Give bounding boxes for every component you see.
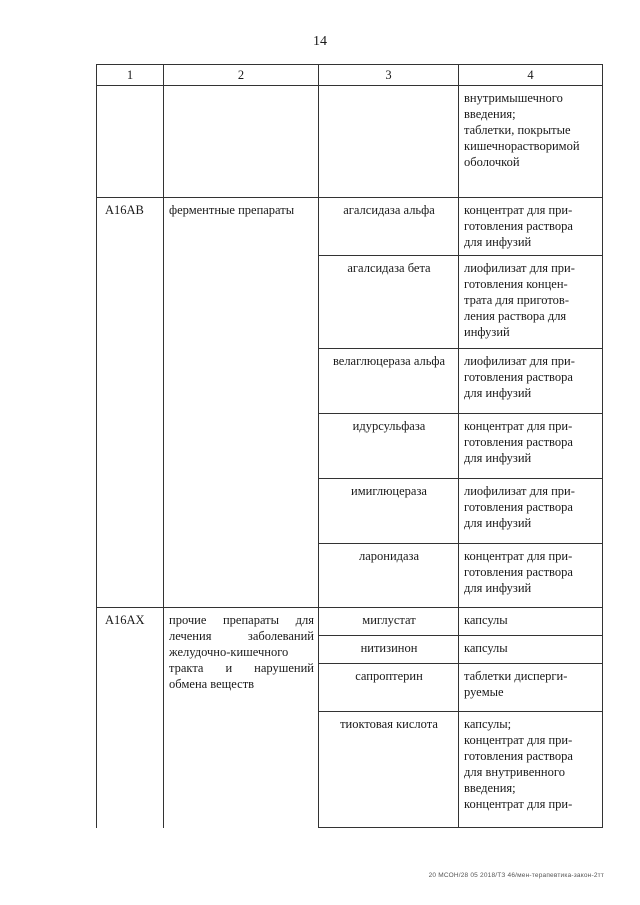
table-row	[97, 349, 603, 414]
group-cell	[164, 86, 319, 198]
inn-cell: агалсидаза альфа	[319, 198, 459, 256]
code-cell	[97, 544, 164, 608]
group-name-cell: ферментные препараты	[164, 198, 319, 256]
column-header: 1	[97, 65, 164, 86]
code-cell	[97, 256, 164, 349]
group-cell	[164, 349, 319, 414]
inn-cell: агалсидаза бета	[319, 256, 459, 349]
table-header-row	[97, 65, 603, 86]
table-row-continuation	[97, 86, 603, 198]
dosage-forms-cell: внутримышечного введения; таблетки, покрытые кишечнорастворимой оболочкой	[459, 86, 603, 198]
dosage-forms-cell: лиофилизат для при- готовления раствора для инфузий	[459, 349, 603, 414]
page-number: 14	[313, 34, 327, 49]
dosage-forms-cell: капсулы; концентрат для при- готовления раствора для внутривенного введения; концентрат для при-	[459, 712, 603, 828]
dosage-forms-cell: таблетки дисперги- руемые	[459, 664, 603, 712]
code-cell	[97, 712, 164, 828]
table-row	[97, 198, 603, 256]
drug-list-table	[96, 64, 603, 828]
code-cell	[97, 636, 164, 664]
table-row	[97, 608, 603, 636]
group-cell	[164, 256, 319, 349]
dosage-forms-cell: концентрат для при- готовления раствора для инфузий	[459, 414, 603, 479]
group-cell	[164, 712, 319, 828]
group-cell	[164, 414, 319, 479]
table-row	[97, 544, 603, 608]
inn-cell: ларонидаза	[319, 544, 459, 608]
inn-cell: велаглюцераза альфа	[319, 349, 459, 414]
table-row	[97, 414, 603, 479]
group-name-cell: прочие препараты для лечения заболеваний желудочно-кишечного тракта и нарушений обмена веществ	[164, 608, 319, 712]
code-cell	[97, 479, 164, 544]
group-cell	[164, 544, 319, 608]
atc-code-cell: A16AB	[97, 198, 164, 256]
dosage-forms-cell: концентрат для при- готовления раствора для инфузий	[459, 544, 603, 608]
code-cell	[97, 414, 164, 479]
dosage-forms-cell: капсулы	[459, 636, 603, 664]
dosage-forms-cell: лиофилизат для при- готовления концен- трата для приготов- ления раствора для инфузий	[459, 256, 603, 349]
code-cell	[97, 349, 164, 414]
dosage-forms-cell: капсулы	[459, 608, 603, 636]
table-row	[97, 479, 603, 544]
code-cell	[97, 664, 164, 712]
inn-cell	[319, 86, 459, 198]
dosage-forms-cell: лиофилизат для при- готовления раствора для инфузий	[459, 479, 603, 544]
footer-note: 20 МСОН/28 05 2018/ТЗ 46/мен-терапевтика-закон-2тт	[428, 872, 604, 879]
table-row	[97, 712, 603, 828]
column-header: 4	[459, 65, 603, 86]
inn-cell: миглустат	[319, 608, 459, 636]
inn-cell: нитизинон	[319, 636, 459, 664]
inn-cell: идурсульфаза	[319, 414, 459, 479]
column-header: 2	[164, 65, 319, 86]
column-header: 3	[319, 65, 459, 86]
inn-cell: имиглюцераза	[319, 479, 459, 544]
table-row	[97, 256, 603, 349]
group-cell	[164, 479, 319, 544]
code-cell	[97, 86, 164, 198]
dosage-forms-cell: концентрат для при- готовления раствора для инфузий	[459, 198, 603, 256]
inn-cell: сапроптерин	[319, 664, 459, 712]
atc-code-cell: A16AX	[97, 608, 164, 636]
inn-cell: тиоктовая кислота	[319, 712, 459, 828]
